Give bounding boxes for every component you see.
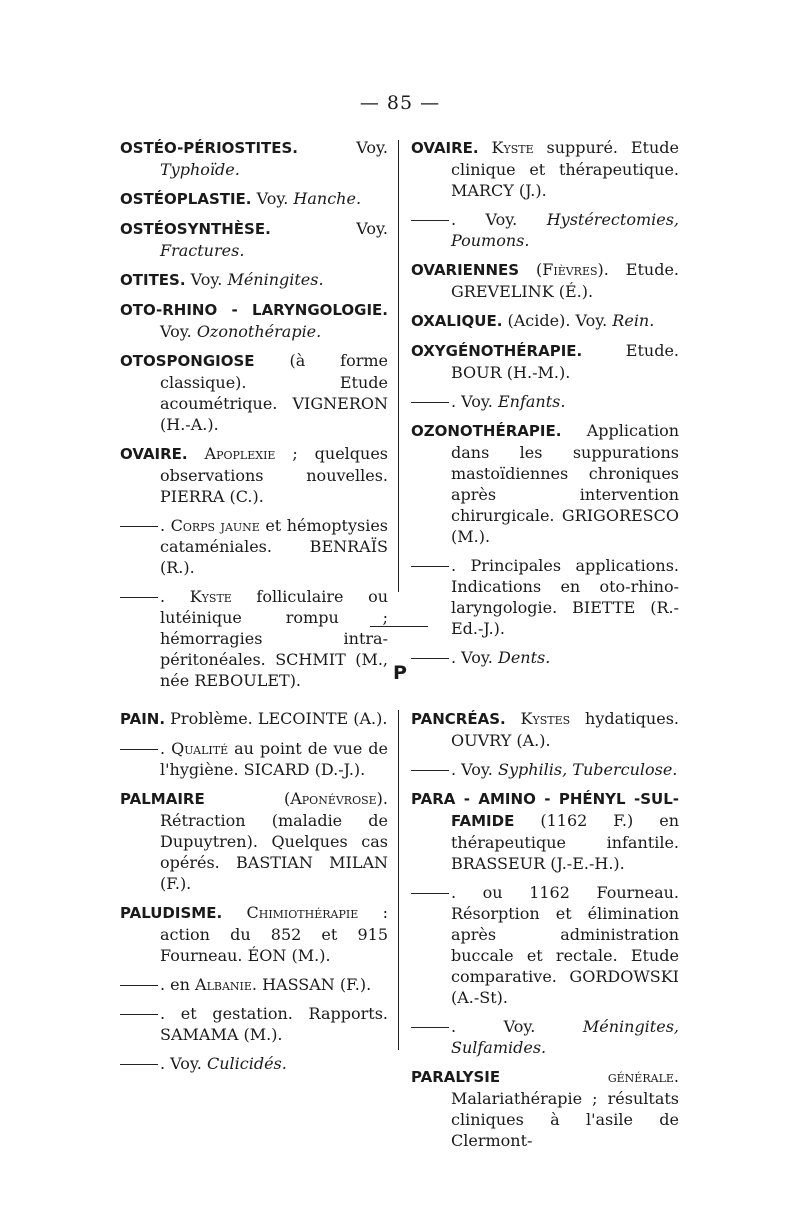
entry-text: ( <box>519 260 543 279</box>
entry-text: : action du 852 et 915 Fourneau. ÉON (M.). <box>160 903 388 965</box>
entry-crossref: Ozonothérapie. <box>196 322 322 341</box>
right-column-top <box>411 137 679 676</box>
entry-headword: OXALIQUE. <box>411 312 503 330</box>
entry-headword: PANCRÉAS. <box>411 710 506 728</box>
index-entry: . Voy. Culicidés. <box>120 1053 388 1074</box>
entry-subheading: Apoplexie <box>187 444 276 463</box>
entry-crossref: Fractures. <box>160 241 245 260</box>
ditto-dash <box>120 1064 158 1065</box>
entry-crossref: Hystérectomies, Poumons. <box>451 210 679 250</box>
column-divider-bottom <box>398 710 399 1050</box>
entry-text: Voy. <box>461 392 498 411</box>
index-entry <box>120 299 388 342</box>
entry-crossref: Méningites. <box>227 270 324 289</box>
index-entry: . ou 1162 Fourneau. Résorption et élimination après administration buccale et rectale. Etude comparative. GORDOWSKI (A.-St). <box>411 882 679 1008</box>
entry-text: (Acide). Voy. <box>502 311 613 330</box>
entry-text: folliculaire ou lutéinique rompu ; hémorragies intra-péritonéales. SCHMIT (M., née REBOULET). <box>160 587 389 690</box>
entry-text: Application dans les suppurations mastoïdiennes chroniques après intervention chirurgicale. GRIGORESCO (M.). <box>451 421 679 546</box>
entry-text: en <box>170 975 196 994</box>
entry-text: Principales applications. Indications en oto-rhino-laryngologie. BIETTE (R.-Ed.-J.). <box>451 556 679 638</box>
entry-crossref: Rein. <box>612 311 655 330</box>
index-entry <box>411 1066 679 1151</box>
section-letter: P <box>393 662 407 684</box>
entry-subheading: Kyste <box>189 587 232 606</box>
index-entry <box>411 340 679 383</box>
entry-text: Malariathérapie ; résultats cliniques à l'asile de Clermont- <box>451 1089 679 1150</box>
index-entry: . Corps jaune et hémoptysies cataméniales. BENRAÏS (R.). <box>120 515 388 578</box>
entry-subheading: générale. <box>500 1067 679 1086</box>
ditto-dash <box>120 985 158 986</box>
ditto-dash <box>411 220 449 221</box>
right-column-bottom <box>411 708 679 1159</box>
entry-text: et gestation. Rapports. SAMAMA (M.). <box>160 1004 389 1044</box>
entry-headword: OXYGÉNOTHÉRAPIE. <box>411 342 583 360</box>
entry-text: Voy. <box>503 1017 583 1036</box>
ditto-dash <box>120 526 158 527</box>
entry-text: (1162 F.) en thérapeutique infantile. BRASSEUR (J.-E.-H.). <box>451 811 679 873</box>
entry-text: Etude. BOUR (H.-M.). <box>451 341 679 382</box>
index-entry <box>120 902 388 966</box>
index-entry <box>120 269 388 291</box>
ditto-dash <box>411 402 449 403</box>
entry-headword: PAIN. <box>120 710 166 728</box>
ditto-dash <box>411 770 449 771</box>
index-entry <box>411 420 679 547</box>
ditto-dash <box>411 658 449 659</box>
index-entry: . et gestation. Rapports. SAMAMA (M.). <box>120 1003 388 1045</box>
entry-text: Voy. <box>461 648 498 667</box>
entry-headword: OTO-RHINO - LARYNGOLOGIE. <box>120 301 388 319</box>
index-entry: . Voy. Hystérectomies, Poumons. <box>411 209 679 251</box>
index-entry <box>120 708 388 730</box>
entry-text: au point de vue de l'hygiène. SICARD (D.-J.). <box>160 739 389 779</box>
entry-text: Voy. <box>251 189 294 208</box>
entry-text: hydatiques. OUVRY (A.). <box>451 709 679 750</box>
entry-text: ( <box>204 789 291 808</box>
entry-headword: OVAIRE. <box>120 445 188 463</box>
entry-headword: OVARIENNES <box>411 261 520 279</box>
ditto-dash <box>120 1014 158 1015</box>
entry-text: ou 1162 Fourneau. Résorption et élimination après administration buccale et rectale. Etude comparative. GORDOWSKI (A.-St). <box>451 883 680 1007</box>
entry-text: Voy. <box>461 760 498 779</box>
index-entry <box>411 708 679 751</box>
entry-text: ). Etude. GREVELINK (É.). <box>451 260 680 301</box>
index-entry: . Voy. Méningites, Sulfamides. <box>411 1016 679 1058</box>
ditto-dash <box>411 893 449 894</box>
entry-text: ; quelques observations nouvelles. PIERRA (C.). <box>160 444 388 506</box>
ditto-dash <box>411 1027 449 1028</box>
entry-headword: OSTÉO-PÉRIOSTITES. <box>120 139 299 157</box>
index-entry <box>120 188 388 210</box>
entry-text: Voy. <box>485 210 547 229</box>
entry-subheading: Corps jaune <box>170 516 260 535</box>
entry-crossref: Culicidés. <box>206 1054 287 1073</box>
index-entry <box>120 137 388 180</box>
entry-headword: OSTÉOPLASTIE. <box>120 190 252 208</box>
entry-text: HASSAN (F.). <box>257 975 372 994</box>
index-entry: . Voy. Enfants. <box>411 391 679 412</box>
entry-subheading: Chimiothérapie <box>222 903 359 922</box>
entry-text: (à forme classique). Etude acoumétrique. VIGNERON (H.-A.). <box>160 351 388 434</box>
entry-text: suppuré. Etude clinique et thérapeutique. MARCY (J.). <box>451 138 680 200</box>
index-entry: . Voy. Dents. <box>411 647 679 668</box>
entry-headword: OTITES. <box>120 271 186 289</box>
index-entry: . Principales applications. Indications en oto-rhino-laryngologie. BIETTE (R.-Ed.-J.). <box>411 555 679 639</box>
index-entry <box>411 788 679 874</box>
entry-subheading: Albanie. <box>195 975 258 994</box>
entry-crossref: Enfants. <box>497 392 566 411</box>
entry-headword: OVAIRE. <box>411 139 479 157</box>
entry-crossref: Dents. <box>497 648 551 667</box>
entry-text: Voy. <box>270 219 388 238</box>
index-entry: . Qualité au point de vue de l'hygiène. SICARD (D.-J.). <box>120 738 388 780</box>
entry-headword: PARA - AMINO - PHÉNYL -SUL-FAMIDE <box>411 790 679 830</box>
entry-crossref: Syphilis, Tuberculose. <box>497 760 678 779</box>
entry-text: et hémoptysies cataméniales. BENRAÏS (R.). <box>160 516 388 577</box>
index-entry <box>120 218 388 261</box>
entry-subheading: Aponévrose <box>290 789 377 808</box>
entry-text: Voy. <box>160 322 197 341</box>
index-entry <box>411 310 679 332</box>
page-number: — 85 — <box>359 92 441 114</box>
index-entry <box>120 788 388 894</box>
ditto-dash <box>120 749 158 750</box>
column-divider-top <box>398 140 399 592</box>
entry-text: Problème. LECOINTE (A.). <box>165 709 388 728</box>
left-column-bottom <box>120 708 388 1082</box>
entry-headword: OZONOTHÉRAPIE. <box>411 422 562 440</box>
entry-subheading: Kyste <box>478 138 534 157</box>
entry-headword: PARALYSIE <box>411 1068 501 1086</box>
entry-text: Voy. <box>170 1054 207 1073</box>
entry-headword: OSTÉOSYNTHÈSE. <box>120 220 271 238</box>
index-entry: . en Albanie. HASSAN (F.). <box>120 974 388 995</box>
entry-subheading: Qualité <box>171 739 229 758</box>
entry-crossref: Méningites, Sulfamides. <box>451 1017 679 1057</box>
entry-headword: OTOSPONGIOSE <box>120 352 255 370</box>
entry-text: Voy. <box>298 138 388 157</box>
entry-text: Voy. <box>185 270 228 289</box>
index-entry <box>411 259 679 302</box>
section-separator <box>370 626 428 627</box>
ditto-dash <box>120 597 158 598</box>
index-entry <box>120 443 388 507</box>
ditto-dash <box>411 566 449 567</box>
entry-headword: PALUDISME. <box>120 904 223 922</box>
left-column-top <box>120 137 388 699</box>
entry-subheading: Kystes <box>505 709 571 728</box>
entry-text: ). Rétraction (maladie de Dupuytren). Quelques cas opérés. BASTIAN MILAN (F.). <box>160 789 388 893</box>
entry-headword: PALMAIRE <box>120 790 205 808</box>
entry-subheading: Fièvres <box>542 260 598 279</box>
index-entry <box>411 137 679 201</box>
entry-crossref: Hanche. <box>293 189 362 208</box>
index-entry: . Voy. Syphilis, Tuberculose. <box>411 759 679 780</box>
index-entry <box>120 350 388 435</box>
entry-crossref: Typhoïde. <box>160 160 240 179</box>
index-entry: . Kyste folliculaire ou lutéinique rompu ; hémorragies intra-péritonéales. SCHMIT (M., née REBOULET). <box>120 586 388 691</box>
